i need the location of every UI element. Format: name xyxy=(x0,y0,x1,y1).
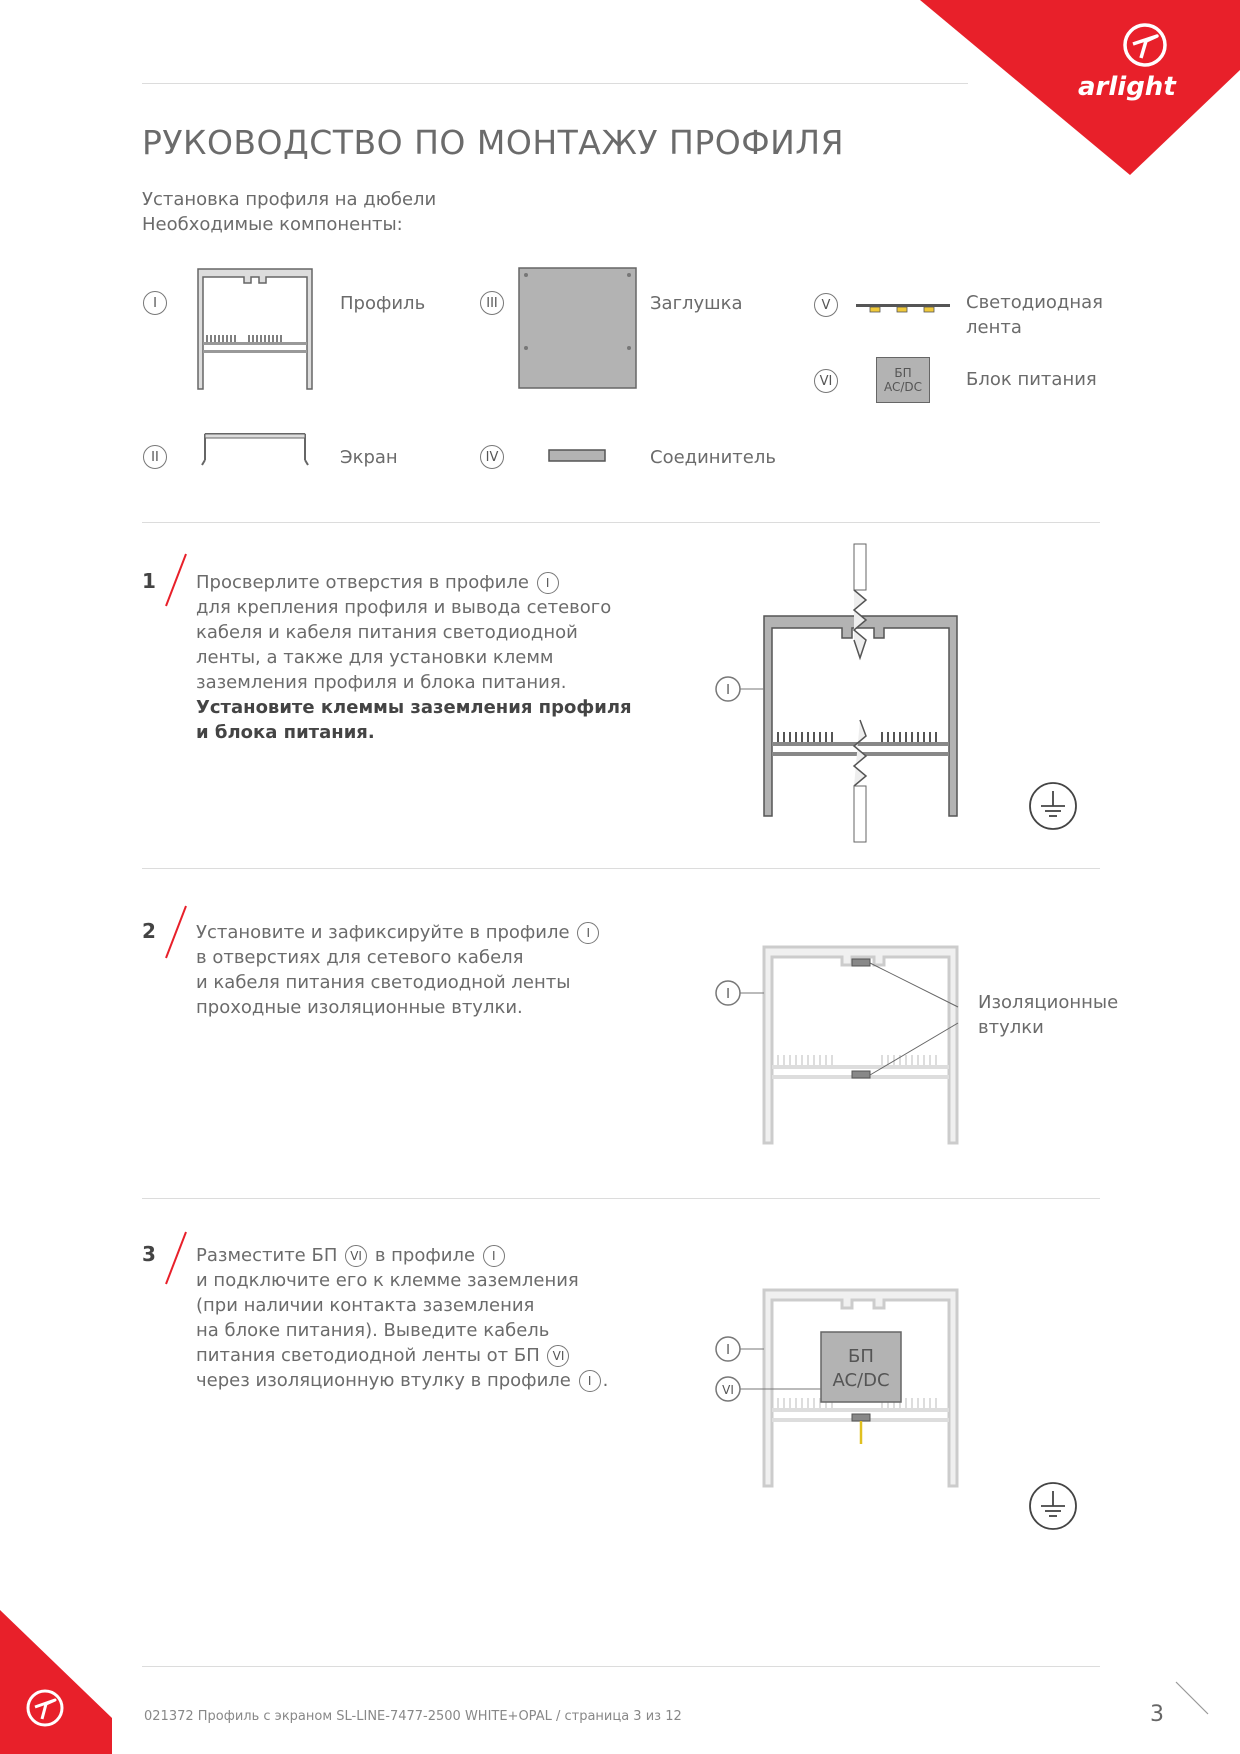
step-3-number: 3 xyxy=(142,1242,156,1266)
step-2-line-4: проходные изоляционные втулки. xyxy=(196,997,523,1018)
page-corner-slash xyxy=(1172,1678,1212,1718)
step-2-number: 2 xyxy=(142,919,156,943)
grommet-callout-1: Изоляционные xyxy=(978,992,1119,1013)
component-label-led-strip-1: Светодиодная xyxy=(966,292,1103,313)
component-label-end-cap: Заглушка xyxy=(650,293,743,314)
step-1-number: 1 xyxy=(142,569,156,593)
step-2-slash xyxy=(162,904,190,960)
led-strip-icon xyxy=(856,300,952,316)
step-1-line-3: кабеля и кабеля питания светодиодной xyxy=(196,622,578,643)
step-3-slash xyxy=(162,1230,190,1286)
component-num-v: V xyxy=(814,293,838,317)
step-3-ref-vi-2: VI xyxy=(547,1345,569,1367)
step-3-text xyxy=(196,1243,626,1393)
profile-icon xyxy=(195,267,315,391)
connector-icon xyxy=(548,449,608,463)
component-label-profile: Профиль xyxy=(340,293,426,314)
step-3-line-2: и подключите его к клемме заземления xyxy=(196,1270,579,1291)
screen-icon xyxy=(200,432,310,468)
step-2-line-1: Установите и зафиксируйте в профиле xyxy=(196,922,570,943)
step-3-box-line-1: БП xyxy=(848,1346,874,1367)
footer-rule xyxy=(142,1666,1100,1667)
step-3-figure-label-vi: VI xyxy=(722,1383,734,1397)
brand-wordmark: arlight xyxy=(1078,72,1176,102)
step-3-line-5: питания светодиодной ленты от БП xyxy=(196,1345,540,1366)
grommet-step-3 xyxy=(852,1414,870,1421)
component-num-vi: VI xyxy=(814,369,838,393)
brand-corner-bottom xyxy=(0,1610,120,1754)
section-rule-2 xyxy=(142,868,1100,869)
component-label-power-supply: Блок питания xyxy=(966,369,1097,390)
step-1-slash xyxy=(162,552,190,608)
grommet-bottom xyxy=(852,1071,870,1078)
component-label-connector: Соединитель xyxy=(650,447,776,468)
step-3-line-3: (при наличии контакта заземления xyxy=(196,1295,535,1316)
step-2-ref-i: I xyxy=(577,922,599,944)
component-label-screen: Экран xyxy=(340,447,398,468)
grommet-top xyxy=(852,959,870,966)
page-number: 3 xyxy=(1150,1702,1164,1727)
step-1-figure xyxy=(700,540,1100,850)
header-rule xyxy=(142,83,968,84)
power-supply-icon xyxy=(876,357,930,403)
step-3-line-1a: Разместите БП xyxy=(196,1245,338,1266)
power-supply-icon-line-1: БП xyxy=(894,366,912,380)
step-3-figure xyxy=(700,1282,1100,1532)
step-2-line-3: и кабеля питания светодиодной ленты xyxy=(196,972,571,993)
component-num-i: I xyxy=(143,291,167,315)
step-1-line-1: Просверлите отверстия в профиле xyxy=(196,572,529,593)
footer-doc-info: 021372 Профиль с экраном SL-LINE-7477-2500 WHITE+OPAL / страница 3 из 12 xyxy=(144,1709,682,1724)
step-1-text xyxy=(196,570,632,745)
section-rule-1 xyxy=(142,522,1100,523)
step-3-ref-i-1: I xyxy=(483,1245,505,1267)
power-supply-box xyxy=(821,1332,901,1402)
grommet-callout-2: втулки xyxy=(978,1017,1044,1038)
end-cap-icon xyxy=(518,267,638,391)
step-3-ref-i-2: I xyxy=(579,1370,601,1392)
drill-bit-top xyxy=(854,544,866,658)
step-1-bold-line-1: Установите клеммы заземления профиля xyxy=(196,697,632,718)
subtitle-line-1: Установка профиля на дюбели xyxy=(142,189,437,210)
step-1-line-5: заземления профиля и блока питания. xyxy=(196,672,567,693)
component-label-led-strip-2: лента xyxy=(966,317,1022,338)
step-2-figure xyxy=(700,935,960,1150)
step-1-bold-line-2: и блока питания. xyxy=(196,722,375,743)
ground-symbol-icon-step-3 xyxy=(1030,1483,1076,1529)
step-1-ref-i: I xyxy=(537,572,559,594)
component-num-iv: IV xyxy=(480,445,504,469)
page-title: РУКОВОДСТВО ПО МОНТАЖУ ПРОФИЛЯ xyxy=(142,123,845,162)
step-1-line-4: ленты, а также для установки клемм xyxy=(196,647,554,668)
step-2-line-2: в отверстиях для сетевого кабеля xyxy=(196,947,524,968)
brand-corner-top xyxy=(920,0,1240,175)
step-3-line-6-suffix: . xyxy=(602,1370,609,1391)
step-3-line-1b: в профиле xyxy=(374,1245,476,1266)
step-3-figure-label-i: I xyxy=(726,1343,730,1358)
component-num-ii: II xyxy=(143,445,167,469)
step-3-line-4: на блоке питания). Выведите кабель xyxy=(196,1320,550,1341)
component-num-iii: III xyxy=(480,291,504,315)
ground-symbol-icon xyxy=(1030,783,1076,829)
drill-bit-bottom xyxy=(854,720,866,842)
section-rule-3 xyxy=(142,1198,1100,1199)
step-1-line-2: для крепления профиля и вывода сетевого xyxy=(196,597,612,618)
step-2-text xyxy=(196,920,626,1020)
step-3-box-line-2: AC/DC xyxy=(832,1370,890,1391)
power-supply-icon-line-2: AC/DC xyxy=(883,380,923,394)
step-1-figure-label: I xyxy=(726,683,730,698)
step-3-line-6: через изоляционную втулку в профиле xyxy=(196,1370,571,1391)
step-3-ref-vi-1: VI xyxy=(345,1245,367,1267)
subtitle-line-2: Необходимые компоненты: xyxy=(142,214,403,235)
step-2-figure-label: I xyxy=(726,987,730,1002)
